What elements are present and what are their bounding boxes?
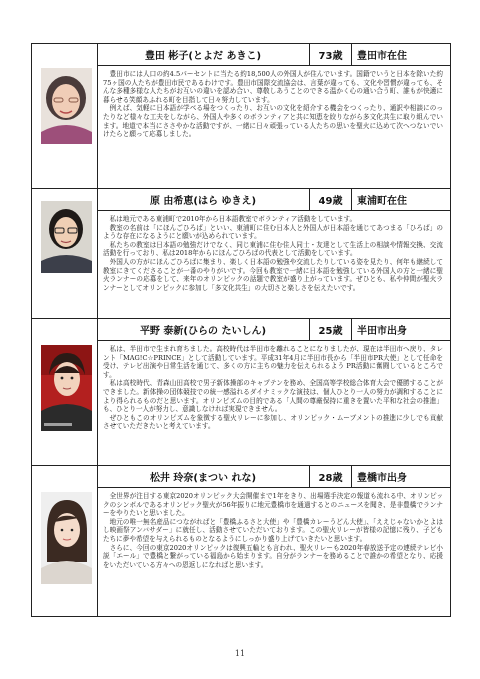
- paragraph: さらに、今回の東京2020オリンピックは復興五輪とも言われ、聖火リレーも2020年春放送予定の連続テレビ小説「エール」で豊橋と繋がっている福島から始まります。自分がランナーを務めることで誰かの希望となり、応援をいただいている方々への恩返しになればと思います。: [103, 543, 443, 569]
- paragraph: 私は、半田市で生まれ育ちました。高校時代は半田市を離れることになりましたが、現在は半田市へ戻り、タレント「MAG!C☆PRINCE」として活動しています。平成31年4月に半田市長から「半田市PR大使」として任命を受け、テレビ出演や日常生活を通じて、多くの方に主ちの魅力を伝えられるよう PR活動に奮闘しているところです。: [103, 345, 443, 379]
- page-number: 11: [234, 649, 246, 658]
- person-age: 25歳: [310, 319, 352, 340]
- person-place: 豊橋市出身: [357, 473, 407, 484]
- paragraph: 豊田市には人口の約4.5パーセントに当たる約18,500人の外国人が住んでいます。国籍でいうと日本を除いた約75ヶ国の人たちが豊田市民であるわけです。豊田市国際交流協会は、言葉が違っても、文化や習慣が違っても、そんな多種多様な人たちがお互いの違いを認め合い、尊敬しあうことのできる温かく心の通い合う町、誰もが快適に暮らせる笑顔あふれる町を目指して日々努力しています。: [103, 70, 443, 104]
- paragraph: 例えば、気軽に日本語が学べる場をつくったり、お互いの文化を紹介する機会をつくったり、通訳や相談にのったりなど様々な工夫をしながら、外国人や多くのボランティアと共に知恵を絞りながら多文化共生に取り組んでいます。地道で本当にささやかな活動ですが、一緒に日々頑張っている人たちの思いを聖火に込めて次へつないでいけたらと願って応募しました。: [103, 104, 443, 139]
- person-name: 松井 玲奈(まつい れな): [97, 466, 310, 487]
- profile-row: [32, 189, 450, 319]
- person-age: 28歳: [310, 466, 352, 487]
- profile-header: [97, 319, 450, 341]
- photo-cell: [32, 319, 98, 465]
- person-name: 原 由希恵(はら ゆきえ): [97, 189, 310, 210]
- profile-text: [103, 70, 443, 184]
- profile-header: [97, 189, 450, 211]
- person-name: 豊田 彬子(とよだ あきこ): [97, 44, 310, 65]
- photo-cell: [32, 466, 98, 616]
- person-age: 49歳: [310, 189, 352, 210]
- paragraph: 全世界が注目する東京2020オリンピック大会開催まで1年をきり、出場選手決定の報道も流れる中、オリンピックのシンボルであるオリンピック聖火が56年振りに地元豊橋市を通過するとのニュースを聞き、是非豊橋でランナーをやりたいと思いました。: [103, 492, 443, 518]
- profile-row: [32, 466, 450, 616]
- profiles-table: [31, 43, 451, 617]
- profile-text: [103, 345, 443, 461]
- person-age: 73歳: [310, 44, 352, 65]
- portrait-photo: [41, 201, 92, 273]
- profile-text: [103, 492, 443, 612]
- photo-cell: [32, 189, 98, 318]
- paragraph: 私は高校時代、青森山田高校で男子新体操部のキャプテンを務め、全国高等学校総合体育大会で優勝することができました。新体操の団体競技での統一感溢れるダイナミックな演技は、個人ひとり一人の努力が調和することにより得られるものだと思います。オリンピズムの目的である「人間の尊厳保持に重きを置いた平和な社会の推進」も、ひとり一人が努力し、意識しなければ実現できません。: [103, 379, 443, 414]
- person-place: 東浦町在住: [357, 196, 407, 207]
- paragraph: 地元の唯一無名産品につながればと「豊橋ふるさと大使」や「豊橋カレーうどん大使」、「ええじゃないかとよはし映画祭アンバサダー」に就任し、活動させていただいております。この聖火リレーが皆様の記憶に残り、子どもたちに夢や希望を与えられるものとなるようにしっかり盛り上げていきたいと思います。: [103, 517, 443, 543]
- photo-cell: [32, 44, 98, 188]
- profile-row: [32, 44, 450, 189]
- paragraph: ぜひともこのオリンピズムを象徴する聖火リレーに参加し、オリンピック・ムーブメントの推進に少しでも貢献させていただきたいと考えています。: [103, 413, 443, 431]
- portrait-photo: [41, 492, 92, 584]
- paragraph: 教室の名前は「にほんごひろば」といい、東浦町に住む日本人と外国人が日本語を通じてあつまる「ひろば」のような存在になるようにと願いが込められています。: [103, 223, 443, 241]
- profile-header: [97, 466, 450, 488]
- portrait-photo: [41, 68, 92, 144]
- portrait-photo: [41, 345, 92, 431]
- profile-text: [103, 215, 443, 314]
- paragraph: 私たちの教室は日本語の勉強だけでなく、同じ東浦に住む住人同士・友達として生活上の相談や情報交換、交流活動を行っており、私は2018年からにほんごひろばの代表として活動をしています。: [103, 240, 443, 258]
- profile-header: [97, 44, 450, 66]
- paragraph: 私は地元である東浦町で2010年から日本語教室でボランティア活動をしています。: [109, 215, 357, 223]
- paragraph: 外国人の方がにほんごひろばに集まり、楽しく日本語の勉強や交流したりしている姿を見たり、何年も継続して教室にきてくださることが一番のやりがいです。今回も教室で一緒に日本語を勉強している外国人の方と一緒に聖火ランナーの応募をして、来年のオリンピックの話題で教室が盛り上がっています。ぜひとも、私や仲間が聖火ランナーとしてオリンピックに参加し「多文化共生」の大切さと楽しさを伝えたいです。: [103, 257, 443, 292]
- person-place: 半田市出身: [357, 326, 407, 337]
- profile-row: [32, 319, 450, 466]
- person-place: 豊田市在住: [357, 51, 407, 62]
- person-name: 平野 泰新(ひらの たいしん): [97, 319, 310, 340]
